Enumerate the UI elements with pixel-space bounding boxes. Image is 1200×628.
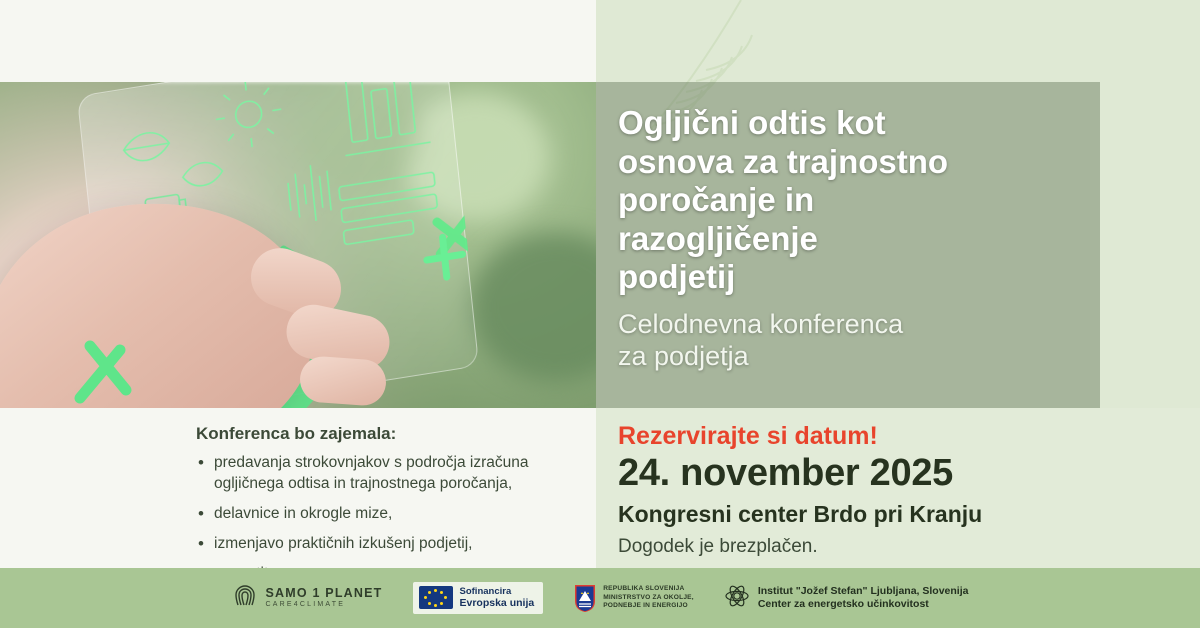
hero-photo [0,82,596,408]
logo-samo1planet [232,583,383,614]
logo-eu-text [460,586,535,610]
atom-icon [724,583,750,614]
agenda-title: Konferenca bo zajemala: [196,424,397,443]
event-date: 24. november 2025 [618,452,953,494]
footer-logo-bar [0,568,1200,628]
headline-line-3: poročanje in [618,181,815,219]
logo-eu-line2: Evropska unija [459,597,535,610]
logo-ministry-line3: PODNEBJE IN ENERGIJO [603,602,688,610]
logo-jozef-stefan-line1: Institut "Jožef Stefan" Ljubljana, Slovenija [757,584,969,597]
fingerprint-icon [232,583,258,614]
logo-samo1planet-line2: CARE4CLIMATE [265,600,346,608]
event-details-block [596,408,1200,568]
agenda-block [0,408,596,568]
headline-line-2: osnova za trajnostno [618,142,949,180]
headline-line-4: razogljičenje [618,219,818,257]
subtitle-line-2: za podjetja [618,341,749,372]
finger-3 [299,355,388,407]
page-title [618,104,1088,297]
logo-jozef-stefan-text [758,585,969,612]
list-item: • delavnice in okrogle mize, [196,503,588,524]
list-item: • predavanja strokovnjakov s področja izračuna ogljičnega odtisa in trajnostnega poročanja, [196,452,588,494]
eu-flag-icon [419,586,453,609]
page-subtitle [618,308,1088,373]
event-venue: Kongresni center Brdo pri Kranju [618,501,983,527]
logo-jozef-stefan-line2: Center za energetsko učinkovitost [757,598,929,610]
sparkle-icon-foreground [60,312,180,408]
list-item: • izmenjavo praktičnih izkušenj podjetij, [196,533,588,554]
logo-ministry-text [603,585,694,611]
logo-ministry-line1: REPUBLIKA SLOVENIJA [603,585,685,593]
logo-jozef-stefan [724,583,969,614]
logo-ministry-line2: MINISTRSTVO ZA OKOLJE, [603,593,694,601]
logo-ministry [573,583,694,613]
logo-samo1planet-text [266,587,383,608]
subtitle-line-1: Celodnevna konferenca [618,309,904,339]
save-the-date-text: Rezervirajte si datum! [618,422,878,450]
logo-eu-cofunded [413,582,544,614]
slovenia-coat-of-arms-icon [573,583,597,613]
logo-samo1planet-line1: SAMO 1 PLANET [265,586,383,601]
event-free-note: Dogodek je brezplačen. [618,536,818,557]
headline-line-1: Ogljični odtis kot [618,104,886,141]
logo-eu-line1: Sofinancira [459,586,512,598]
headline-line-5: podjetij [618,258,736,296]
